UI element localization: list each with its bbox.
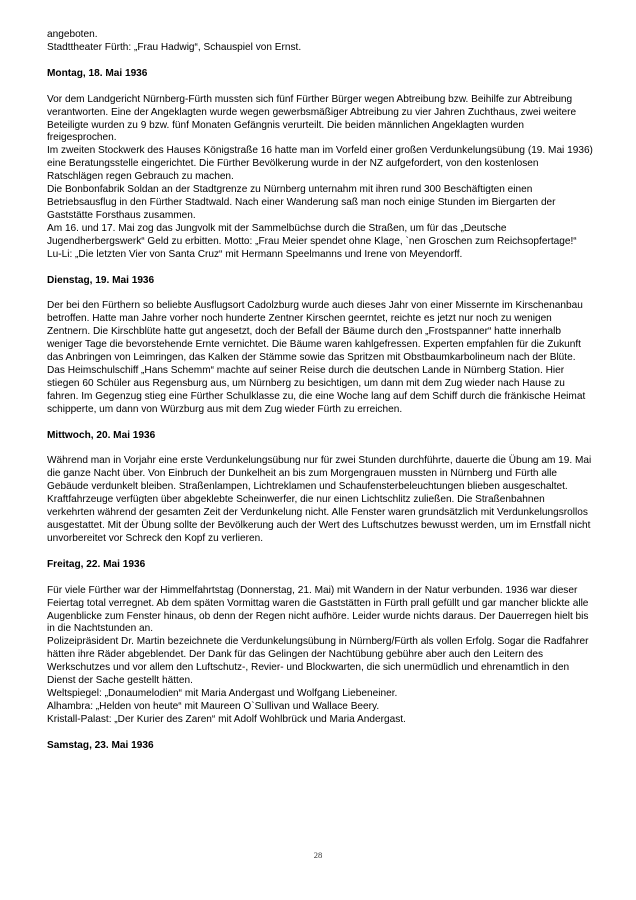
page-number: 28 (313, 850, 323, 860)
document-page (47, 29, 593, 766)
section-friday (47, 559, 593, 727)
paragraph: Die Bonbonfabrik Soldan an der Stadtgrenze zu Nürnberg unternahm mit ihren rund 300 Beschäftigten einen Betriebsausflug in den Fürther Stadtwald. Nach einer Wanderung saß man noch einige Stunden im Biergarten der Gaststätte Forsthaus zusammen. (47, 184, 556, 221)
paragraph: Polizeipräsident Dr. Martin bezeichnete die Verdunkelungsübung in Nürnberg/Fürth als vollen Erfolg. Sogar die Radfahrer hätten ihre Räder abgeblendet. Der Dank für das Gelingen der Nachtübung gebühre aber auch den Leitern des Werkschutzes und vor allem den Luftschutz-, Revier- und Blockwarten, die sich unermüdlich und ehrenamtlich in den Dienst der Sache gestellt hätten. (47, 636, 589, 687)
section-tuesday (47, 275, 593, 417)
section-heading: Montag, 18. Mai 1936 (47, 67, 148, 79)
paragraph: Lu-Li: „Die letzten Vier von Santa Cruz“ mit Hermann Speelmanns und Irene von Meyendorff. (47, 248, 463, 260)
paragraph: Weltspiegel: „Donaumelodien“ mit Maria Andergast und Wolfgang Liebeneiner. (47, 687, 398, 699)
section-heading: Samstag, 23. Mai 1936 (47, 739, 154, 751)
intro-line: Stadttheater Fürth: „Frau Hadwig“, Schauspiel von Ernst. (47, 41, 302, 53)
section-heading: Freitag, 22. Mai 1936 (47, 558, 146, 570)
paragraph: Am 16. und 17. Mai zog das Jungvolk mit der Sammelbüchse durch die Straßen, um für das „Deutsche Jugendherbergswerk“ Geld zu erbitten. Motto: „Frau Meier spendet ohne Klage, `nen Groschen zum Reichsopfertage!“ (47, 222, 577, 247)
paragraph: Der bei den Fürthern so beliebte Ausflugsort Cadolzburg wurde auch dieses Jahr von einer Missernte im Kirschenanbau betroffen. Hatte man Jahre vorher noch hunderte Zentner Kirschen geerntet, reichte es jetzt nur noch zu wenigen Zentnern. Die Kirschblüte hatte gut angesetzt, doch der Befall der Bäume durch den „Frostspanner“ hatte innerhalb weniger Tage die bevorstehende Ernte vernichtet. Die Bäume waren kahlgefressen. Experten empfahlen für die Zukunft das Anbringen von Leimringen, das Kalken der Stämme sowie das Spritzen mit Obstbaumkarbolineum nach der Blüte. (47, 300, 583, 364)
section-monday (47, 68, 593, 262)
intro-line: angeboten. (47, 29, 98, 40)
section-saturday (47, 740, 593, 753)
paragraph: Alhambra: „Helden von heute“ mit Maureen O`Sullivan und Wallace Beery. (47, 700, 380, 712)
section-wednesday (47, 430, 593, 546)
paragraph: Kristall-Palast: „Der Kurier des Zaren“ mit Adolf Wohlbrück und Maria Andergast. (47, 713, 406, 725)
intro-block (47, 29, 593, 55)
section-heading: Dienstag, 19. Mai 1936 (47, 274, 155, 286)
paragraph: Im zweiten Stockwerk des Hauses Königstraße 16 hatte man im Vorfeld einer großen Verdunkelungsübung (19. Mai 1936) eine Beratungsstelle eingerichtet. Die Fürther Bevölkerung wurde in der NZ aufgefordert, von den kostenlosen Ratschlägen regen Gebrauch zu machen. (47, 145, 593, 183)
paragraph: Für viele Fürther war der Himmelfahrtstag (Donnerstag, 21. Mai) mit Wandern in der Natur verbunden. 1936 war dieser Feiertag total verregnet. Ab dem späten Vormittag waren die Gaststätten in Fürth prall gefüllt und gar mancher blickte alle Augenblicke zum Fenster hinaus, ob denn der Regen nicht aufhöre. Leider wurde nichts daraus. Der Dauerregen hielt bis in die Nachtstunden an. (47, 584, 589, 635)
paragraph: Während man in Vorjahr eine erste Verdunkelungsübung nur für zwei Stunden durchführte, dauerte die Übung am 19. Mai die ganze Nacht über. Von Einbruch der Dunkelheit an bis zum Morgengrauen mussten in Nürnberg und Fürth alle Gebäude verdunkelt bleiben. Straßenlampen, Lichtreklamen und Schaufensterbeleuchtungen blieben ausgeschaltet. Kraftfahrzeuge verfügten über abgeklebte Scheinwerfer, die nur einen Lichtschlitz zuließen. Die Straßenbahnen verkehrten während der gesamten Zeit der Verdunkelung nicht. Alle Fenster waren grundsätzlich mit Verdunkelungsrollos ausgestattet. Mit der Übung sollte der Bevölkerung auch der Wert des Luftschutzes bewusst werden, um im Ernstfall nicht unvorbereitet vor Schreck den Kopf zu verlieren. (47, 455, 592, 544)
paragraph: Vor dem Landgericht Nürnberg-Fürth mussten sich fünf Fürther Bürger wegen Abtreibung bzw. Beihilfe zur Abtreibung verantworten. Eine der Angeklagten wurde wegen gewerbsmäßiger Abtreibung zu vier Jahren Zuchthaus, zwei weitere Beteiligte wurden zu 9 bzw. fünf Monaten Gefängnis verurteilt. Die beiden männlichen Angeklagten wurden freigesprochen. (47, 93, 577, 144)
section-heading: Mittwoch, 20. Mai 1936 (47, 429, 156, 441)
paragraph: Das Heimschulschiff „Hans Schemm“ machte auf seiner Reise durch die deutschen Lande in Nürnberg Station. Hier stiegen 60 Schüler aus Regensburg aus, um Nürnberg zu besichtigen, um dann mit dem Zug wieder nach Hause zu fahren. Im Gegenzug stieg eine Fürther Schulklasse zu, die eine Woche lang auf dem Schiff durch die fränkische Heimat schipperte, um dann von Würzburg aus mit dem Zug wieder Fürth zu erreichen. (47, 364, 586, 415)
